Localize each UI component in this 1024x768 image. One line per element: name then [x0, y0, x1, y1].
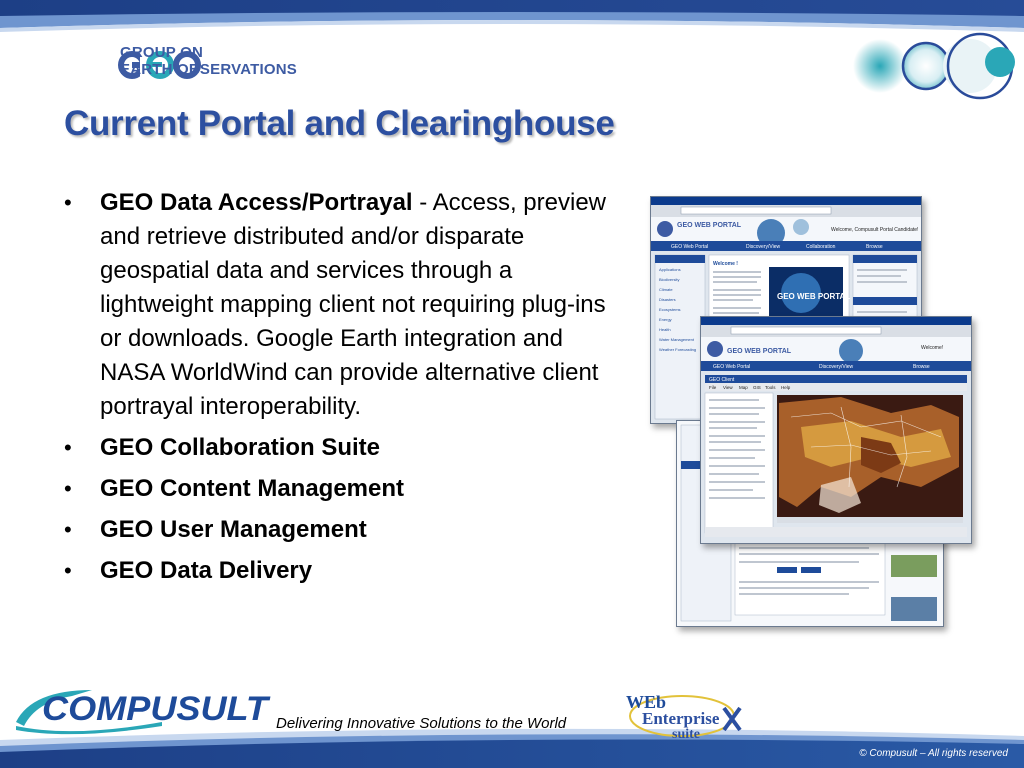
bullet-item [62, 513, 622, 547]
bullet-text: - Access, preview and retrieve distributed and/or disparate geospatial data and services through a lightweight mapping client not requiring plug-ins or downloads. Google Earth integration and NASA WorldWind can provide alternative client portrayal interoperability. [100, 189, 607, 420]
front-header-brand: GEO WEB PORTAL [727, 348, 792, 355]
org-name-line1: GROUP ON [120, 44, 204, 61]
tagline: Delivering Innovative Solutions to the World [276, 715, 567, 732]
front-menu-item: View [723, 385, 733, 390]
back-banner: GEO WEB PORTAL [777, 292, 851, 301]
copyright-notice: © Compusult – All rights reserved [859, 748, 1008, 759]
compusult-wordmark: COMPUSULT [42, 690, 272, 728]
bullet-bold: GEO Collaboration Suite [100, 434, 381, 461]
back-side-item: Ecosystems [659, 307, 681, 312]
bullet-bold: GEO Content Management [100, 475, 405, 502]
compusult-logo [12, 682, 274, 740]
back-side-item: Weather Forecasting [659, 347, 697, 352]
suite-line2: Enterprise [642, 709, 720, 728]
front-nav-item: GEO Web Portal [713, 364, 751, 370]
page-title: Current Portal and Clearinghouse [64, 104, 615, 143]
back-side-item: Climate [659, 287, 673, 292]
back-header-brand: GEO WEB PORTAL [677, 222, 742, 229]
back-side-item: Health [659, 327, 671, 332]
front-menu-item: Help [781, 385, 791, 390]
rings-decoration [838, 30, 1018, 102]
front-nav-item: Discovery/View [819, 364, 854, 370]
front-welcome: Welcome! [921, 345, 944, 351]
front-menu-item: Tools [765, 385, 776, 390]
bullet-bold: GEO Data Delivery [100, 557, 313, 584]
bullet-bold: GEO Data Access/Portrayal [100, 189, 413, 216]
front-menu-item: File [709, 385, 717, 390]
back-side-item: Applications [659, 267, 681, 272]
map-client-thumbnail [701, 317, 971, 543]
bullet-item [62, 186, 622, 424]
suite-line1: WEb [626, 692, 667, 712]
back-nav-item: Discovery/View [746, 244, 781, 250]
back-side-item: Energy [659, 317, 672, 322]
bullet-bold: GEO User Management [100, 516, 367, 543]
back-nav-item: Browse [866, 244, 883, 250]
back-side-item: Disasters [659, 297, 676, 302]
front-menu-item: GIS [753, 385, 761, 390]
org-name-line2: EARTH OBSERVATIONS [120, 61, 297, 78]
back-nav-item: GEO Web Portal [671, 244, 709, 250]
bullet-item [62, 472, 622, 506]
suite-line3: suite [672, 727, 700, 742]
back-side-item: Water Management [659, 337, 694, 342]
back-side-item: Biodiversity [659, 277, 680, 282]
back-welcome-box: Welcome ! [713, 261, 738, 267]
back-nav-item: Collaboration [806, 244, 836, 250]
org-name [120, 44, 297, 78]
back-welcome: Welcome, Compusult Portal Candidate! [831, 227, 919, 233]
front-menu-item: Map [739, 385, 748, 390]
front-nav-item: Browse [913, 364, 930, 370]
web-enterprise-suite-logo [620, 686, 752, 744]
portal-screenshot-front [700, 316, 972, 544]
front-panel-title: GEO Client [709, 377, 735, 383]
bullet-item [62, 431, 622, 465]
bullet-list [62, 186, 622, 595]
bullet-item [62, 554, 622, 588]
